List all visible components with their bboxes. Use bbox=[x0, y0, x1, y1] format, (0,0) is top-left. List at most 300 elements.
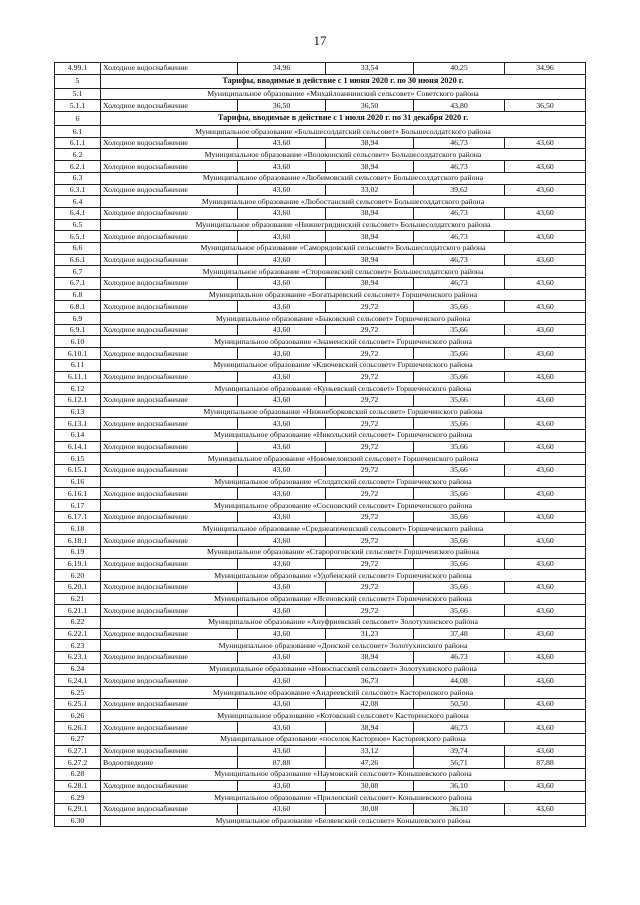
row-number: 6.7.1 bbox=[55, 278, 101, 290]
tariff-value-3: 35,66 bbox=[414, 605, 505, 617]
tariff-value-3: 35,66 bbox=[414, 511, 505, 523]
tariff-value-4: 43,60 bbox=[505, 371, 586, 383]
tariff-value-1: 43,60 bbox=[238, 745, 326, 757]
municipality-number: 6.30 bbox=[55, 815, 101, 827]
tariff-value-1: 43,60 bbox=[238, 628, 326, 640]
tariff-value-3: 56,71 bbox=[414, 757, 505, 769]
municipality-name: Муниципальное образование «Донской сельсовет» Золотухинского района bbox=[101, 640, 586, 652]
municipality-row bbox=[55, 815, 586, 827]
table-row bbox=[55, 161, 586, 173]
tariff-value-3: 46,73 bbox=[414, 137, 505, 149]
municipality-name: Муниципальное образование «Богатыревский сельсовет» Горшеченского района bbox=[101, 289, 586, 301]
tariff-value-2: 29,72 bbox=[326, 465, 414, 477]
municipality-number: 6.14 bbox=[55, 429, 101, 441]
tariff-table bbox=[54, 62, 586, 827]
municipality-name: Муниципальное образование «Ясеновский сельсовет» Горшеченского района bbox=[101, 593, 586, 605]
tariff-value-2: 29,72 bbox=[326, 535, 414, 547]
tariff-value-2: 29,72 bbox=[326, 418, 414, 430]
tariff-value-3: 35,66 bbox=[414, 535, 505, 547]
tariff-value-2: 33,02 bbox=[326, 184, 414, 196]
tariff-value-2: 29,72 bbox=[326, 488, 414, 500]
table-row bbox=[55, 371, 586, 383]
row-number: 5.1.1 bbox=[55, 100, 101, 112]
tariff-value-2: 38,94 bbox=[326, 231, 414, 243]
table-row bbox=[55, 652, 586, 664]
service-name: Холодное водоснабжение bbox=[101, 301, 238, 313]
tariff-value-3: 46,73 bbox=[414, 231, 505, 243]
row-number: 6.15.1 bbox=[55, 465, 101, 477]
service-name: Холодное водоснабжение bbox=[101, 652, 238, 664]
tariff-value-1: 43,60 bbox=[238, 371, 326, 383]
tariff-value-1: 43,60 bbox=[238, 803, 326, 815]
tariff-value-1: 43,60 bbox=[238, 137, 326, 149]
tariff-value-1: 43,60 bbox=[238, 207, 326, 219]
tariff-value-1: 43,60 bbox=[238, 675, 326, 687]
tariff-value-1: 87,88 bbox=[238, 757, 326, 769]
service-name: Водоотведение bbox=[101, 757, 238, 769]
municipality-number: 6.18 bbox=[55, 523, 101, 535]
row-number: 6.16.1 bbox=[55, 488, 101, 500]
section-number: 6 bbox=[55, 112, 101, 126]
municipality-row bbox=[55, 500, 586, 512]
municipality-row bbox=[55, 336, 586, 348]
tariff-value-4: 43,60 bbox=[505, 511, 586, 523]
municipality-name: Муниципальное образование «Новомеловский сельсовет» Горшеченского района bbox=[101, 453, 586, 465]
service-name: Холодное водоснабжение bbox=[101, 137, 238, 149]
service-name: Холодное водоснабжение bbox=[101, 207, 238, 219]
municipality-name: Муниципальное образование «поселок Касторное» Касторенского района bbox=[101, 733, 586, 745]
tariff-value-4: 36,50 bbox=[505, 100, 586, 112]
municipality-number: 6.7 bbox=[55, 266, 101, 278]
section-heading: Тарифы, вводимые в действие с 1 июня 2020 г. по 30 июня 2020 г. bbox=[101, 74, 586, 88]
tariff-value-3: 35,66 bbox=[414, 488, 505, 500]
section-heading: Тарифы, вводимые в действие с 1 июля 2020 г. по 31 декабря 2020 г. bbox=[101, 112, 586, 126]
row-number: 6.17.1 bbox=[55, 511, 101, 523]
tariff-value-2: 38,94 bbox=[326, 207, 414, 219]
service-name: Холодное водоснабжение bbox=[101, 465, 238, 477]
tariff-value-1: 43,60 bbox=[238, 184, 326, 196]
service-name: Холодное водоснабжение bbox=[101, 394, 238, 406]
table-row bbox=[55, 803, 586, 815]
service-name: Холодное водоснабжение bbox=[101, 231, 238, 243]
tariff-value-3: 35,66 bbox=[414, 394, 505, 406]
service-name: Холодное водоснабжение bbox=[101, 278, 238, 290]
municipality-row bbox=[55, 710, 586, 722]
table-row bbox=[55, 100, 586, 112]
tariff-value-1: 43,60 bbox=[238, 605, 326, 617]
municipality-number: 6.16 bbox=[55, 476, 101, 488]
row-number: 6.13.1 bbox=[55, 418, 101, 430]
tariff-value-4: 43,60 bbox=[505, 803, 586, 815]
municipality-name: Муниципальное образование «Нижнеборковский сельсовет» Горшеченского района bbox=[101, 406, 586, 418]
service-name: Холодное водоснабжение bbox=[101, 722, 238, 734]
row-number: 6.8.1 bbox=[55, 301, 101, 313]
tariff-value-1: 43,60 bbox=[238, 301, 326, 313]
table-row bbox=[55, 394, 586, 406]
municipality-name: Муниципальное образование «Прилепский сельсовет» Конышевского района bbox=[101, 792, 586, 804]
tariff-value-4: 43,60 bbox=[505, 137, 586, 149]
service-name: Холодное водоснабжение bbox=[101, 698, 238, 710]
municipality-name: Муниципальное образование «Андреевский сельсовет» Касторенского района bbox=[101, 687, 586, 699]
municipality-name: Муниципальное образование «Сторожевский сельсовет» Большесолдатского района bbox=[101, 266, 586, 278]
table-row bbox=[55, 418, 586, 430]
tariff-value-2: 29,72 bbox=[326, 324, 414, 336]
municipality-name: Муниципальное образование «Котовский сельсовет» Касторенского района bbox=[101, 710, 586, 722]
municipality-number: 6.24 bbox=[55, 663, 101, 675]
municipality-row bbox=[55, 266, 586, 278]
tariff-value-1: 43,60 bbox=[238, 511, 326, 523]
table-row bbox=[55, 511, 586, 523]
municipality-row bbox=[55, 406, 586, 418]
municipality-row bbox=[55, 663, 586, 675]
tariff-value-3: 37,48 bbox=[414, 628, 505, 640]
row-number: 6.23.1 bbox=[55, 652, 101, 664]
municipality-row bbox=[55, 733, 586, 745]
tariff-value-3: 35,66 bbox=[414, 348, 505, 360]
tariff-value-1: 43,60 bbox=[238, 698, 326, 710]
tariff-value-4: 87,88 bbox=[505, 757, 586, 769]
municipality-number: 6.5 bbox=[55, 219, 101, 231]
tariff-value-3: 35,66 bbox=[414, 558, 505, 570]
tariff-value-2: 33,54 bbox=[326, 63, 414, 75]
municipality-number: 6.3 bbox=[55, 172, 101, 184]
municipality-name: Муниципальное образование «Любимовский сельсовет» Большесолдатского района bbox=[101, 172, 586, 184]
tariff-value-1: 43,60 bbox=[238, 465, 326, 477]
tariff-value-2: 38,94 bbox=[326, 278, 414, 290]
row-number: 6.21.1 bbox=[55, 605, 101, 617]
service-name: Холодное водоснабжение bbox=[101, 745, 238, 757]
page-number: 17 bbox=[313, 33, 327, 48]
municipality-name: Муниципальное образование «Ануфриевский сельсовет» Золотухинского района bbox=[101, 616, 586, 628]
tariff-value-3: 39,62 bbox=[414, 184, 505, 196]
tariff-value-3: 46,73 bbox=[414, 254, 505, 266]
tariff-value-3: 44,08 bbox=[414, 675, 505, 687]
tariff-value-2: 29,72 bbox=[326, 348, 414, 360]
tariff-value-1: 43,60 bbox=[238, 535, 326, 547]
tariff-value-4: 43,60 bbox=[505, 161, 586, 173]
tariff-value-4: 43,60 bbox=[505, 722, 586, 734]
service-name: Холодное водоснабжение bbox=[101, 418, 238, 430]
row-number: 6.9.1 bbox=[55, 324, 101, 336]
section-number: 5 bbox=[55, 74, 101, 88]
municipality-name: Муниципальное образование «Любостанский сельсовет» Большесолдатского района bbox=[101, 196, 586, 208]
municipality-name: Муниципальное образование «Среднеапоченский сельсовет» Горшеченского района bbox=[101, 523, 586, 535]
tariff-value-3: 35,66 bbox=[414, 324, 505, 336]
service-name: Холодное водоснабжение bbox=[101, 535, 238, 547]
tariff-value-1: 43,60 bbox=[238, 558, 326, 570]
municipality-number: 6.2 bbox=[55, 149, 101, 161]
table-row bbox=[55, 441, 586, 453]
tariff-value-2: 30,08 bbox=[326, 803, 414, 815]
table-row bbox=[55, 137, 586, 149]
tariff-value-1: 43,60 bbox=[238, 348, 326, 360]
row-number: 6.22.1 bbox=[55, 628, 101, 640]
service-name: Холодное водоснабжение bbox=[101, 628, 238, 640]
table-row bbox=[55, 348, 586, 360]
tariff-value-2: 33,12 bbox=[326, 745, 414, 757]
tariff-value-4: 43,60 bbox=[505, 780, 586, 792]
municipality-number: 6.12 bbox=[55, 383, 101, 395]
tariff-value-2: 29,72 bbox=[326, 394, 414, 406]
row-number: 6.26.1 bbox=[55, 722, 101, 734]
section-heading-row bbox=[55, 112, 586, 126]
row-number: 6.2.1 bbox=[55, 161, 101, 173]
municipality-row bbox=[55, 359, 586, 371]
service-name: Холодное водоснабжение bbox=[101, 63, 238, 75]
tariff-value-2: 30,08 bbox=[326, 780, 414, 792]
municipality-number: 6.4 bbox=[55, 196, 101, 208]
municipality-row bbox=[55, 172, 586, 184]
table-row bbox=[55, 780, 586, 792]
table-row bbox=[55, 231, 586, 243]
municipality-name: Муниципальное образование «Михайлоаннинский сельсовет» Советского района bbox=[101, 88, 586, 100]
table-row bbox=[55, 698, 586, 710]
tariff-value-3: 35,66 bbox=[414, 465, 505, 477]
table-row bbox=[55, 558, 586, 570]
service-name: Холодное водоснабжение bbox=[101, 184, 238, 196]
tariff-value-4: 43,60 bbox=[505, 207, 586, 219]
municipality-row bbox=[55, 546, 586, 558]
row-number: 6.4.1 bbox=[55, 207, 101, 219]
section-heading-row bbox=[55, 74, 586, 88]
tariff-value-3: 43,80 bbox=[414, 100, 505, 112]
tariff-value-2: 36,73 bbox=[326, 675, 414, 687]
row-number: 6.6.1 bbox=[55, 254, 101, 266]
municipality-name: Муниципальное образование «Нижнегридинский сельсовет» Большесолдатского района bbox=[101, 219, 586, 231]
municipality-row bbox=[55, 196, 586, 208]
table-row bbox=[55, 63, 586, 75]
service-name: Холодное водоснабжение bbox=[101, 605, 238, 617]
tariff-value-3: 46,73 bbox=[414, 652, 505, 664]
tariff-value-2: 29,72 bbox=[326, 371, 414, 383]
municipality-number: 5.1 bbox=[55, 88, 101, 100]
tariff-value-2: 29,72 bbox=[326, 301, 414, 313]
municipality-name: Муниципальное образование «Старороговский сельсовет» Горшеченского района bbox=[101, 546, 586, 558]
tariff-value-1: 43,60 bbox=[238, 324, 326, 336]
tariff-value-1: 34,96 bbox=[238, 63, 326, 75]
municipality-number: 6.11 bbox=[55, 359, 101, 371]
row-number: 6.1.1 bbox=[55, 137, 101, 149]
municipality-row bbox=[55, 768, 586, 780]
tariff-value-1: 43,60 bbox=[238, 161, 326, 173]
table-row bbox=[55, 722, 586, 734]
municipality-row bbox=[55, 640, 586, 652]
tariff-value-4: 43,60 bbox=[505, 488, 586, 500]
tariff-value-4: 43,60 bbox=[505, 535, 586, 547]
tariff-value-4: 43,60 bbox=[505, 324, 586, 336]
service-name: Холодное водоснабжение bbox=[101, 348, 238, 360]
municipality-name: Муниципальное образование «Наумовский сельсовет» Конышевского района bbox=[101, 768, 586, 780]
row-number: 6.18.1 bbox=[55, 535, 101, 547]
municipality-row bbox=[55, 242, 586, 254]
municipality-row bbox=[55, 429, 586, 441]
municipality-number: 6.29 bbox=[55, 792, 101, 804]
municipality-name: Муниципальное образование «Никольский сельсовет» Горшеченского района bbox=[101, 429, 586, 441]
tariff-value-2: 38,94 bbox=[326, 722, 414, 734]
municipality-row bbox=[55, 313, 586, 325]
municipality-row bbox=[55, 219, 586, 231]
tariff-value-1: 43,60 bbox=[238, 231, 326, 243]
tariff-value-4: 43,60 bbox=[505, 184, 586, 196]
tariff-value-4: 43,60 bbox=[505, 628, 586, 640]
row-number: 4.99.1 bbox=[55, 63, 101, 75]
tariff-value-4: 43,60 bbox=[505, 465, 586, 477]
row-number: 6.14.1 bbox=[55, 441, 101, 453]
table-row bbox=[55, 535, 586, 547]
table-row bbox=[55, 745, 586, 757]
municipality-number: 6.20 bbox=[55, 570, 101, 582]
municipality-number: 6.9 bbox=[55, 313, 101, 325]
service-name: Холодное водоснабжение bbox=[101, 488, 238, 500]
row-number: 6.19.1 bbox=[55, 558, 101, 570]
service-name: Холодное водоснабжение bbox=[101, 803, 238, 815]
municipality-name: Муниципальное образование «Солдатский сельсовет» Горшеченского района bbox=[101, 476, 586, 488]
table-row bbox=[55, 628, 586, 640]
row-number: 6.5.1 bbox=[55, 231, 101, 243]
municipality-row bbox=[55, 687, 586, 699]
row-number: 6.24.1 bbox=[55, 675, 101, 687]
municipality-name: Муниципальное образование «Быковский сельсовет» Горшеченского района bbox=[101, 313, 586, 325]
tariff-value-1: 43,60 bbox=[238, 652, 326, 664]
municipality-name: Муниципальное образование «Волоконский сельсовет» Большесолдатского района bbox=[101, 149, 586, 161]
tariff-value-4: 43,60 bbox=[505, 418, 586, 430]
tariff-value-3: 46,73 bbox=[414, 278, 505, 290]
service-name: Холодное водоснабжение bbox=[101, 780, 238, 792]
tariff-value-1: 43,60 bbox=[238, 254, 326, 266]
table-row bbox=[55, 675, 586, 687]
tariff-value-1: 43,60 bbox=[238, 722, 326, 734]
municipality-number: 6.17 bbox=[55, 500, 101, 512]
tariff-value-4: 43,60 bbox=[505, 441, 586, 453]
tariff-value-2: 29,72 bbox=[326, 511, 414, 523]
tariff-value-3: 35,66 bbox=[414, 371, 505, 383]
municipality-number: 6.21 bbox=[55, 593, 101, 605]
municipality-row bbox=[55, 616, 586, 628]
table-row bbox=[55, 581, 586, 593]
municipality-row bbox=[55, 476, 586, 488]
tariff-value-3: 46,73 bbox=[414, 722, 505, 734]
tariff-value-3: 35,66 bbox=[414, 441, 505, 453]
row-number: 6.25.1 bbox=[55, 698, 101, 710]
municipality-row bbox=[55, 453, 586, 465]
tariff-value-1: 43,60 bbox=[238, 394, 326, 406]
service-name: Холодное водоснабжение bbox=[101, 371, 238, 383]
service-name: Холодное водоснабжение bbox=[101, 161, 238, 173]
tariff-value-3: 46,73 bbox=[414, 207, 505, 219]
tariff-value-4: 43,60 bbox=[505, 698, 586, 710]
table-row bbox=[55, 184, 586, 196]
row-number: 6.20.1 bbox=[55, 581, 101, 593]
tariff-value-4: 43,60 bbox=[505, 394, 586, 406]
service-name: Холодное водоснабжение bbox=[101, 441, 238, 453]
tariff-value-3: 36,10 bbox=[414, 780, 505, 792]
table-row bbox=[55, 757, 586, 769]
municipality-number: 6.19 bbox=[55, 546, 101, 558]
row-number: 6.11.1 bbox=[55, 371, 101, 383]
tariff-value-3: 36,10 bbox=[414, 803, 505, 815]
municipality-number: 6.27 bbox=[55, 733, 101, 745]
tariff-value-4: 43,60 bbox=[505, 348, 586, 360]
row-number: 6.12.1 bbox=[55, 394, 101, 406]
row-number: 6.27.1 bbox=[55, 745, 101, 757]
tariff-value-3: 46,73 bbox=[414, 161, 505, 173]
municipality-row bbox=[55, 570, 586, 582]
municipality-row bbox=[55, 593, 586, 605]
tariff-value-3: 35,66 bbox=[414, 581, 505, 593]
service-name: Холодное водоснабжение bbox=[101, 558, 238, 570]
municipality-name: Муниципальное образование «Знаменский сельсовет» Горшеченского района bbox=[101, 336, 586, 348]
service-name: Холодное водоснабжение bbox=[101, 324, 238, 336]
municipality-number: 6.22 bbox=[55, 616, 101, 628]
tariff-value-2: 42,08 bbox=[326, 698, 414, 710]
municipality-row bbox=[55, 88, 586, 100]
tariff-value-2: 38,94 bbox=[326, 254, 414, 266]
table-row bbox=[55, 254, 586, 266]
municipality-name: Муниципальное образование «Саморядовский сельсовет» Большесолдатского района bbox=[101, 242, 586, 254]
tariff-value-2: 29,72 bbox=[326, 605, 414, 617]
row-number: 6.29.1 bbox=[55, 803, 101, 815]
municipality-row bbox=[55, 792, 586, 804]
tariff-value-1: 43,60 bbox=[238, 441, 326, 453]
municipality-row bbox=[55, 383, 586, 395]
municipality-row bbox=[55, 523, 586, 535]
tariff-value-4: 43,60 bbox=[505, 581, 586, 593]
municipality-number: 6.1 bbox=[55, 126, 101, 138]
tariff-value-2: 36,50 bbox=[326, 100, 414, 112]
municipality-name: Муниципальное образование «Новоспасский сельсовет» Золотухинского района bbox=[101, 663, 586, 675]
tariff-value-1: 36,50 bbox=[238, 100, 326, 112]
tariff-value-2: 38,94 bbox=[326, 161, 414, 173]
table-row bbox=[55, 301, 586, 313]
municipality-name: Муниципальное образование «Беляевский сельсовет» Конышевского района bbox=[101, 815, 586, 827]
municipality-number: 6.28 bbox=[55, 768, 101, 780]
tariff-value-1: 43,60 bbox=[238, 780, 326, 792]
municipality-row bbox=[55, 289, 586, 301]
table-row bbox=[55, 207, 586, 219]
tariff-value-3: 39,74 bbox=[414, 745, 505, 757]
service-name: Холодное водоснабжение bbox=[101, 581, 238, 593]
table-row bbox=[55, 605, 586, 617]
tariff-table-body bbox=[55, 63, 586, 827]
municipality-number: 6.23 bbox=[55, 640, 101, 652]
tariff-value-4: 43,60 bbox=[505, 558, 586, 570]
tariff-value-3: 35,66 bbox=[414, 301, 505, 313]
tariff-value-1: 43,60 bbox=[238, 488, 326, 500]
tariff-value-2: 38,94 bbox=[326, 652, 414, 664]
tariff-value-3: 50,50 bbox=[414, 698, 505, 710]
municipality-number: 6.6 bbox=[55, 242, 101, 254]
tariff-value-4: 43,60 bbox=[505, 605, 586, 617]
municipality-row bbox=[55, 149, 586, 161]
tariff-value-3: 40,25 bbox=[414, 63, 505, 75]
municipality-number: 6.26 bbox=[55, 710, 101, 722]
tariff-value-4: 43,60 bbox=[505, 675, 586, 687]
row-number: 6.10.1 bbox=[55, 348, 101, 360]
tariff-value-1: 43,60 bbox=[238, 278, 326, 290]
service-name: Холодное водоснабжение bbox=[101, 511, 238, 523]
tariff-value-2: 47,26 bbox=[326, 757, 414, 769]
tariff-value-4: 43,60 bbox=[505, 652, 586, 664]
tariff-value-4: 43,60 bbox=[505, 745, 586, 757]
service-name: Холодное водоснабжение bbox=[101, 675, 238, 687]
tariff-value-4: 43,60 bbox=[505, 278, 586, 290]
tariff-value-1: 43,60 bbox=[238, 418, 326, 430]
service-name: Холодное водоснабжение bbox=[101, 100, 238, 112]
tariff-value-4: 43,60 bbox=[505, 231, 586, 243]
table-row bbox=[55, 488, 586, 500]
table-row bbox=[55, 278, 586, 290]
municipality-number: 6.10 bbox=[55, 336, 101, 348]
